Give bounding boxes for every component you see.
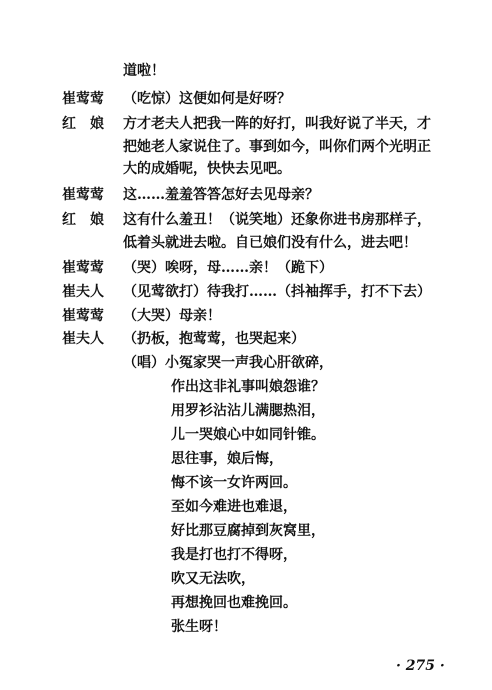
verse-text: 作出这非礼事叫娘怨谁？ — [171, 379, 325, 395]
dialogue-text: 这……羞羞答答怎好去见母亲？ — [123, 187, 319, 203]
speaker-name: 崔莺莺 — [62, 260, 104, 276]
speaker-name: 红 娘 — [62, 212, 104, 228]
dialogue-text: （哭）唉呀，母……亲！（跪下） — [123, 260, 333, 276]
dialogue-text: 道啦！ — [123, 63, 165, 79]
speaker-name: 崔莺莺 — [62, 308, 104, 324]
dialogue-text: （见莺欲打）待我打……（抖袖挥手，打不下去） — [123, 284, 431, 300]
speaker-name: 崔莺莺 — [62, 91, 104, 107]
verse-text: 至如今难进也难退， — [171, 499, 297, 515]
dialogue-text: 低着头就进去啦。自已娘们没有什么，进去吧！ — [123, 235, 417, 251]
verse-text: 再想挽回也难挽回。 — [171, 595, 297, 611]
speaker-name: 红 娘 — [62, 116, 104, 132]
dialogue-text: （唱）小冤家哭一声我心肝欲碎， — [123, 355, 333, 371]
speaker-name: 崔夫人 — [62, 284, 104, 300]
verse-text: 悔不该一女许两回。 — [171, 475, 297, 491]
verse-text: 用罗衫沾沾儿满腮热泪， — [171, 403, 325, 419]
verse-text: 好比那豆腐掉到灰窝里， — [171, 523, 325, 539]
dialogue-text: 方才老夫人把我一阵的好打，叫我好说了半天，才 — [123, 116, 431, 132]
dialogue-text: 这有什么羞丑！（说笑地）还象你进书房那样子， — [123, 212, 431, 228]
verse-text: 思往事，娘后悔， — [171, 451, 283, 467]
dialogue-text: （吃惊）这便如何是好呀？ — [123, 91, 291, 107]
dialogue-text: 大的成婚呢，快快去见吧。 — [123, 161, 291, 177]
dialogue-text: （扔板，抱莺莺，也哭起来） — [123, 331, 305, 347]
verse-text: 儿一哭娘心中如同针锥。 — [171, 427, 325, 443]
speaker-name: 崔莺莺 — [62, 187, 104, 203]
speaker-name: 崔夫人 — [62, 331, 104, 347]
page-number: · 275 · — [396, 658, 445, 674]
verse-text: 张生呀！ — [171, 619, 227, 635]
dialogue-text: （大哭）母亲！ — [123, 308, 221, 324]
verse-text: 吹又无法吹， — [171, 571, 255, 587]
dialogue-text: 把她老人家说住了。事到如今，叫你们两个光明正 — [123, 139, 431, 155]
verse-text: 我是打也打不得呀， — [171, 547, 297, 563]
